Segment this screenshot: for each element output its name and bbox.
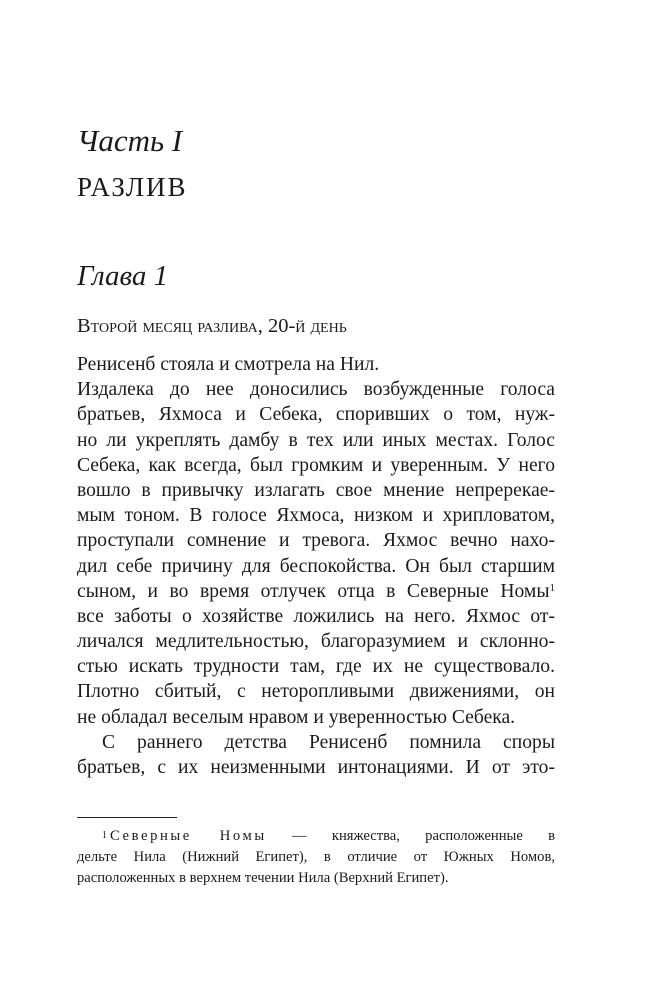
footnote-line: расположенных в верхнем течении Нила (Верхний Египет).: [77, 870, 449, 886]
body-text: [77, 352, 555, 780]
chapter-label: Глава 1: [77, 260, 169, 292]
text-line: Издалека до нее доносились возбужденные голоса: [77, 379, 555, 401]
text-line-content: сыном, и во время отлучек отца в Северные Номы: [77, 580, 550, 602]
footnote-number: 1: [102, 830, 107, 841]
footnote-line: дельте Нила (Нижний Египет), в отличие от Южных Номов,: [77, 849, 555, 865]
part-title: РАЗЛИВ: [77, 172, 188, 202]
text-line: все заботы о хозяйстве ложились на него. Яхмос от-: [77, 605, 555, 627]
text-line: личался медлительностью, благоразумием и склонно-: [77, 631, 555, 653]
text-line: не обладал веселым нравом и уверенностью Себека.: [77, 706, 516, 728]
book-page: [77, 0, 555, 1000]
part-label: Часть I: [77, 123, 183, 158]
footnote-line: [77, 826, 555, 847]
text-line: мым тоном. В голосе Яхмоса, низком и хрипловатом,: [77, 505, 555, 527]
text-line: Ренисенб стояла и смотрела на Нил.: [77, 354, 380, 375]
footnote-divider: [77, 817, 177, 818]
text-line: вошло в привычку излагать свое мнение непререкае-: [77, 479, 555, 501]
text-line: проступали сомнение и тревога. Яхмос вечно нахо-: [77, 530, 555, 552]
section-heading: Второй месяц разлива, 20-й день: [77, 315, 347, 337]
text-line: братьев, с их неизменными интонациями. И от это-: [77, 757, 555, 778]
text-line: но ли укреплять дамбу в тех или иных местах. Голос: [77, 429, 555, 451]
footnote: [77, 826, 555, 889]
footnote-reference: 1: [549, 581, 555, 594]
text-line-with-footnote-ref: [77, 579, 555, 604]
text-line: братьев, Яхмоса и Себека, споривших о том, нуж-: [77, 404, 555, 426]
text-line: стью искать трудности там, где их не существовало.: [77, 656, 555, 678]
text-line: С раннего детства Ренисенб помнила споры: [102, 731, 555, 753]
text-line: дил себе причину для беспокойства. Он был старшим: [77, 555, 555, 577]
footnote-term: Северные Номы: [110, 828, 267, 844]
text-line: Плотно сбитый, с неторопливыми движениями, он: [77, 681, 555, 703]
footnote-line-rest: — княжества, расположенные в: [266, 828, 555, 844]
text-line: Себека, как всегда, был громким и уверенным. У него: [77, 454, 555, 476]
